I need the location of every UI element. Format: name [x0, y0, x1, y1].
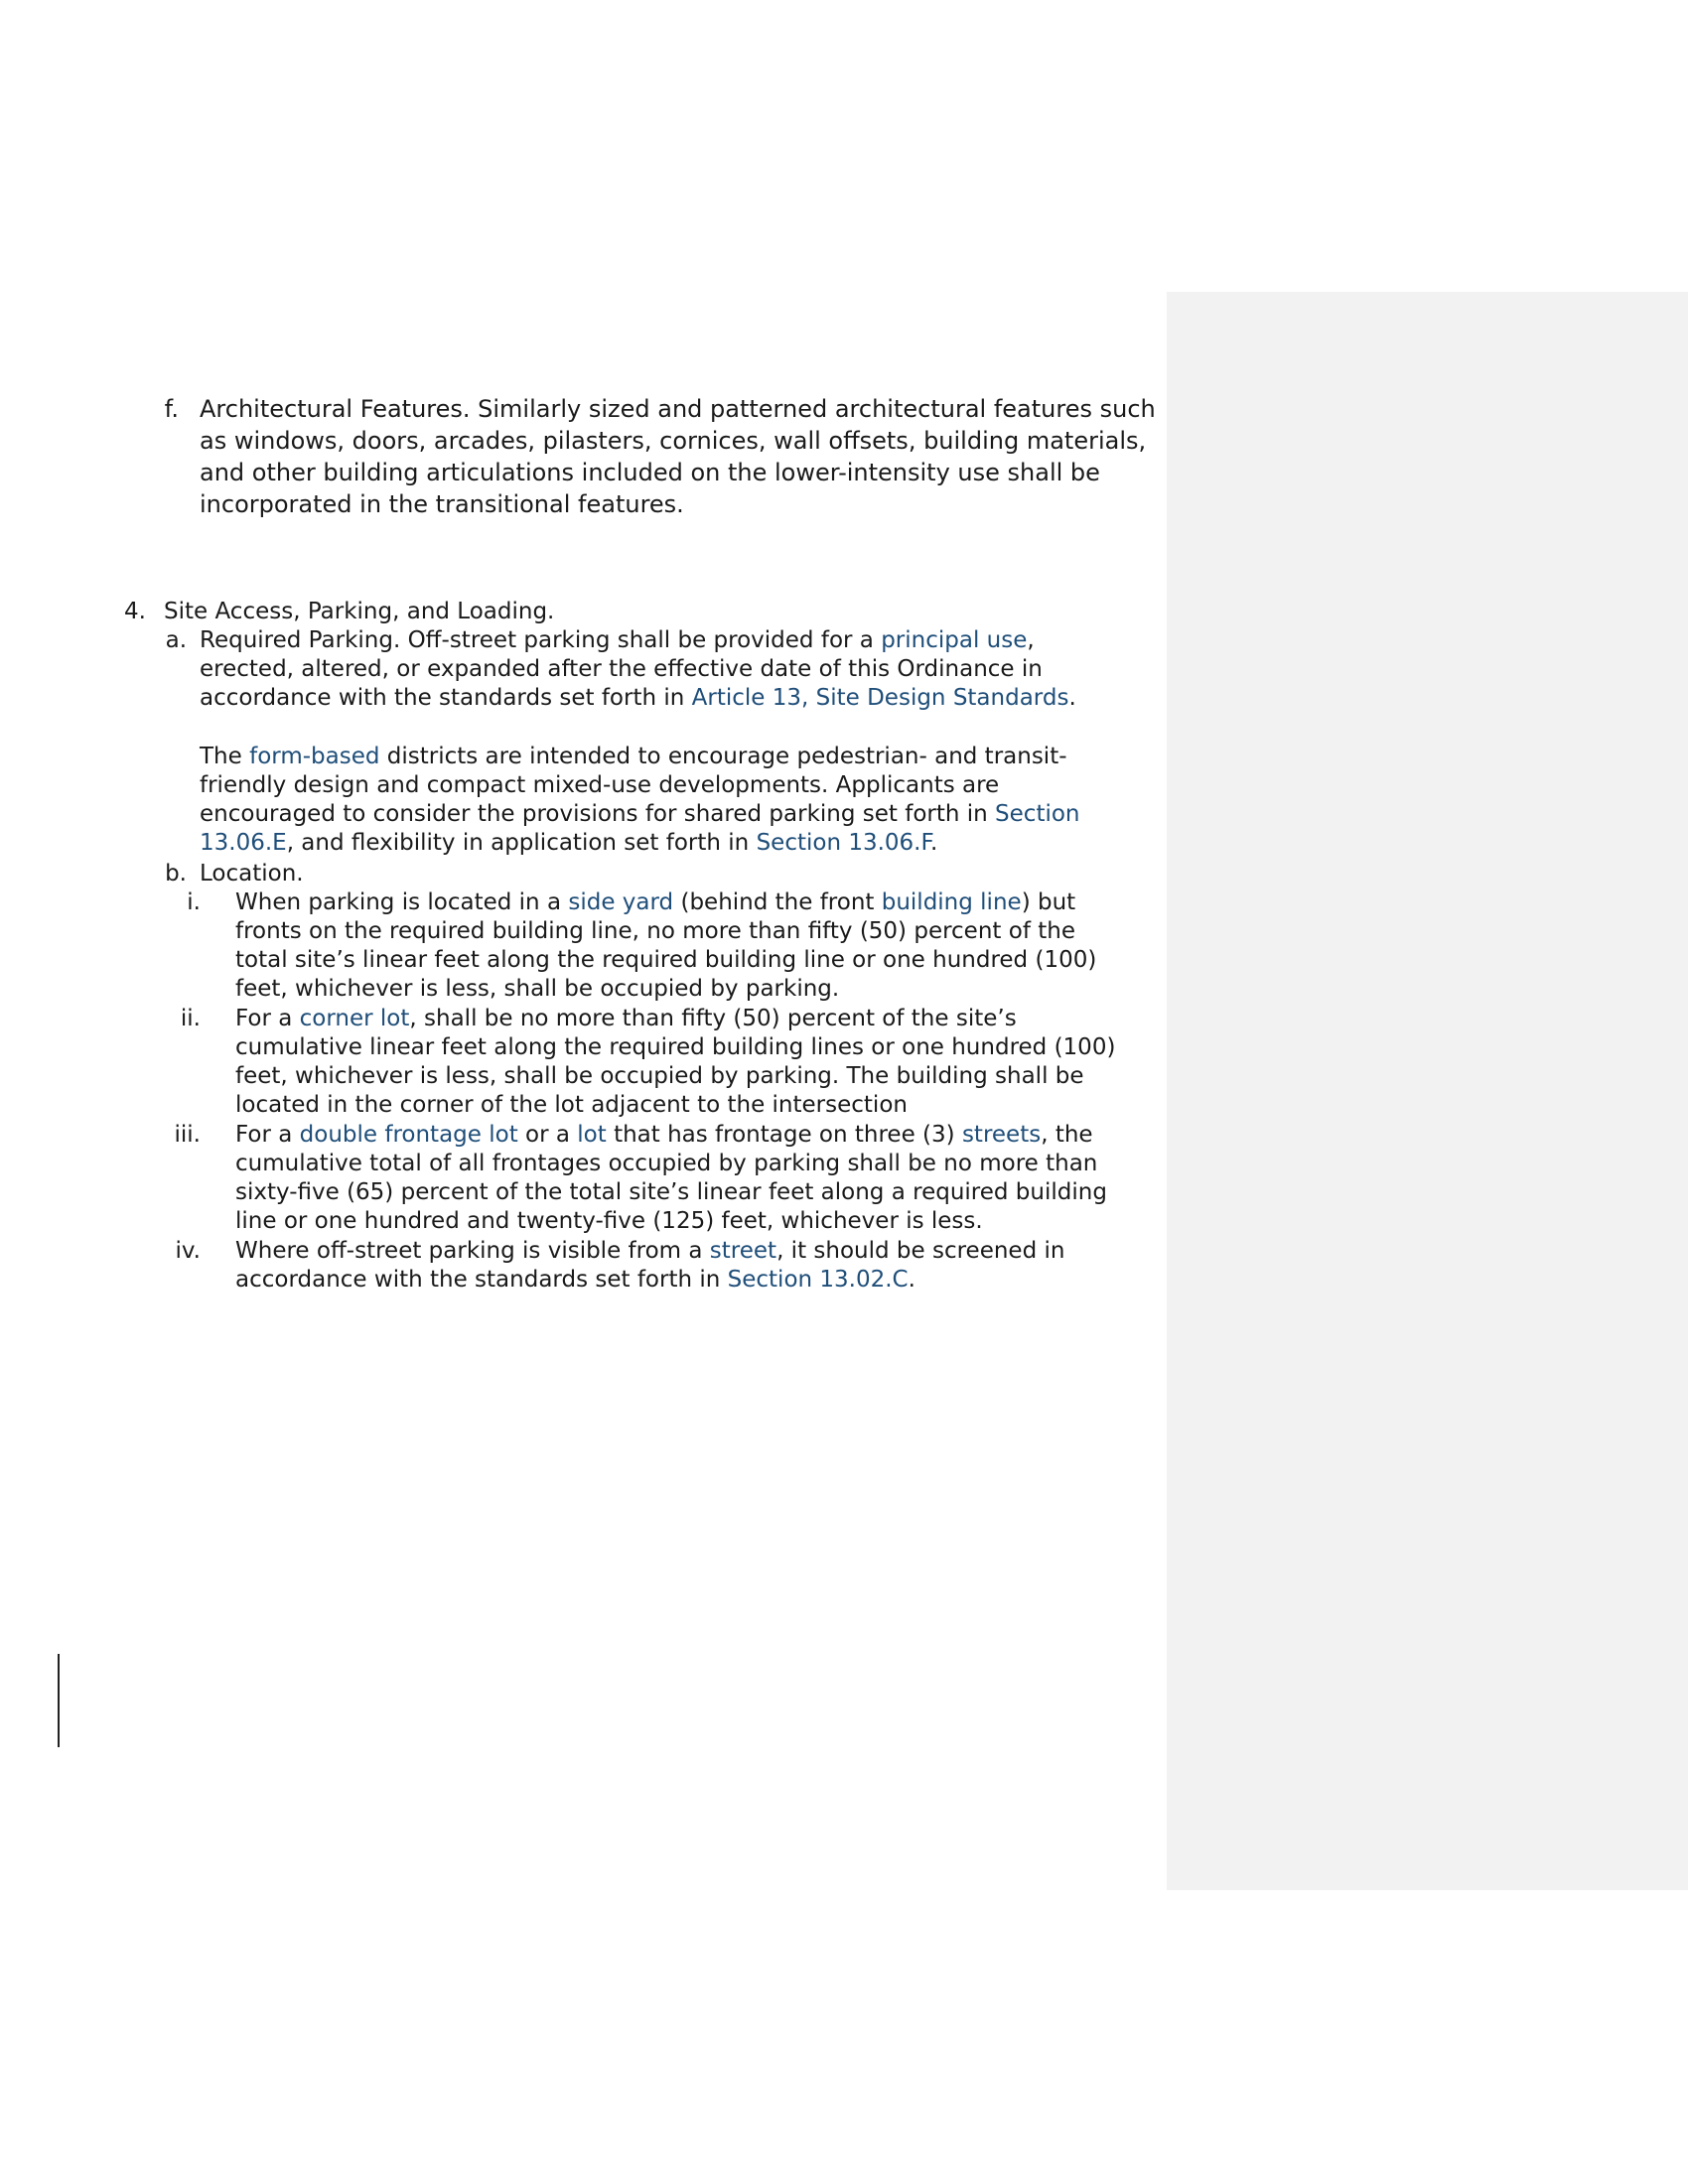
- text-line: [235, 1266, 915, 1295]
- cross-reference-link[interactable]: building line: [881, 889, 1022, 915]
- text-run: For a: [235, 1006, 300, 1031]
- cross-reference-link[interactable]: street: [709, 1238, 777, 1264]
- text-run: When parking is located in a: [235, 889, 569, 915]
- text-run: Architectural Features. Similarly sized and patterned architectural features such: [200, 395, 1156, 423]
- list-marker: b.: [165, 861, 187, 887]
- text-line: [235, 1178, 1107, 1207]
- text-line: [200, 771, 999, 800]
- text-run: ,: [1027, 627, 1035, 653]
- text-line: [235, 1150, 1097, 1178]
- text-line: [200, 860, 304, 888]
- text-line: [235, 1005, 1017, 1033]
- text-run: fronts on the required building line, no more than fifty (50) percent of the: [235, 918, 1075, 944]
- list-marker: a.: [165, 627, 187, 653]
- text-run: Site Access, Parking, and Loading.: [164, 599, 555, 624]
- text-line: [200, 488, 684, 520]
- text-line: [235, 1121, 1093, 1150]
- cross-reference-link[interactable]: Article 13, Site Design Standards: [691, 685, 1069, 711]
- cross-reference-link[interactable]: 13.06.E: [200, 830, 287, 856]
- text-run: that has frontage on three (3): [606, 1122, 962, 1148]
- text-run: as windows, doors, arcades, pilasters, cornices, wall offsets, building materials,: [200, 427, 1147, 455]
- text-line: [200, 626, 1035, 655]
- cross-reference-link[interactable]: double frontage lot: [299, 1122, 518, 1148]
- text-run: cumulative total of all frontages occupied by parking shall be no more than: [235, 1151, 1098, 1176]
- text-run: ) but: [1021, 889, 1076, 915]
- cross-reference-link[interactable]: Section: [995, 801, 1080, 827]
- text-run: incorporated in the transitional features.: [200, 490, 684, 518]
- text-run: , the: [1041, 1122, 1093, 1148]
- text-line: [200, 425, 1146, 457]
- text-line: [235, 1207, 983, 1236]
- text-run: .: [930, 830, 938, 856]
- text-run: located in the corner of the lot adjacent to the intersection: [235, 1092, 908, 1118]
- cross-reference-link[interactable]: principal use: [881, 627, 1028, 653]
- change-bar: [58, 1654, 60, 1747]
- text-line: [200, 684, 1076, 713]
- text-run: For a: [235, 1122, 300, 1148]
- text-run: or a: [517, 1122, 578, 1148]
- text-line: [200, 655, 1043, 684]
- text-run: feet, whichever is less, shall be occupied by parking.: [235, 976, 840, 1002]
- text-run: accordance with the standards set forth in: [200, 685, 692, 711]
- text-line: [200, 393, 1156, 425]
- text-line: [235, 975, 839, 1004]
- text-line: [200, 829, 937, 858]
- cross-reference-link[interactable]: lot: [577, 1122, 607, 1148]
- text-line: [235, 1237, 1064, 1266]
- text-run: accordance with the standards set forth in: [235, 1267, 728, 1293]
- text-run: encouraged to consider the provisions for shared parking set forth in: [200, 801, 996, 827]
- text-run: districts are intended to encourage pedestrian- and transit-: [379, 744, 1067, 769]
- list-marker: 4.: [124, 599, 146, 624]
- cross-reference-link[interactable]: Section 13.06.F: [756, 830, 931, 856]
- text-line: [200, 743, 1067, 771]
- text-run: total site’s linear feet along the required building line or one hundred (100): [235, 947, 1097, 973]
- text-line: [164, 598, 554, 626]
- text-line: [235, 1091, 908, 1120]
- list-marker: iv.: [175, 1238, 201, 1264]
- text-line: [235, 888, 1075, 917]
- text-line: [200, 800, 1080, 829]
- text-run: , it should be screened in: [776, 1238, 1065, 1264]
- cross-reference-link[interactable]: Section 13.02.C: [727, 1267, 909, 1293]
- text-run: , shall be no more than fifty (50) percent of the site’s: [409, 1006, 1017, 1031]
- text-run: .: [908, 1267, 915, 1293]
- text-line: [235, 917, 1075, 946]
- cross-reference-link[interactable]: side yard: [568, 889, 674, 915]
- text-line: [235, 1033, 1115, 1062]
- text-run: , and flexibility in application set forth in: [286, 830, 757, 856]
- cross-reference-link[interactable]: corner lot: [299, 1006, 410, 1031]
- text-run: Required Parking. Off-street parking shall be provided for a: [200, 627, 882, 653]
- text-line: [235, 946, 1096, 975]
- list-marker: f.: [164, 395, 179, 423]
- cross-reference-link[interactable]: form-based: [249, 744, 380, 769]
- text-run: Where off-street parking is visible from a: [235, 1238, 710, 1264]
- text-run: (behind the front: [673, 889, 882, 915]
- list-marker: i.: [187, 889, 201, 915]
- comment-pane: [1167, 292, 1688, 1890]
- text-line: [200, 457, 1100, 488]
- text-run: erected, altered, or expanded after the effective date of this Ordinance in: [200, 656, 1043, 682]
- text-run: line or one hundred and twenty-five (125) feet, whichever is less.: [235, 1208, 983, 1234]
- list-marker: iii.: [174, 1122, 201, 1148]
- text-line: [235, 1062, 1084, 1091]
- text-run: Location.: [200, 861, 304, 887]
- list-marker: ii.: [180, 1006, 201, 1031]
- cross-reference-link[interactable]: streets: [961, 1122, 1042, 1148]
- text-run: The: [200, 744, 250, 769]
- text-run: cumulative linear feet along the required building lines or one hundred (100): [235, 1034, 1116, 1060]
- text-run: feet, whichever is less, shall be occupied by parking. The building shall be: [235, 1063, 1084, 1089]
- text-run: and other building articulations included on the lower-intensity use shall be: [200, 459, 1100, 486]
- text-run: sixty-five (65) percent of the total site’s linear feet along a required building: [235, 1179, 1107, 1205]
- text-run: .: [1068, 685, 1076, 711]
- text-run: friendly design and compact mixed-use developments. Applicants are: [200, 772, 1000, 798]
